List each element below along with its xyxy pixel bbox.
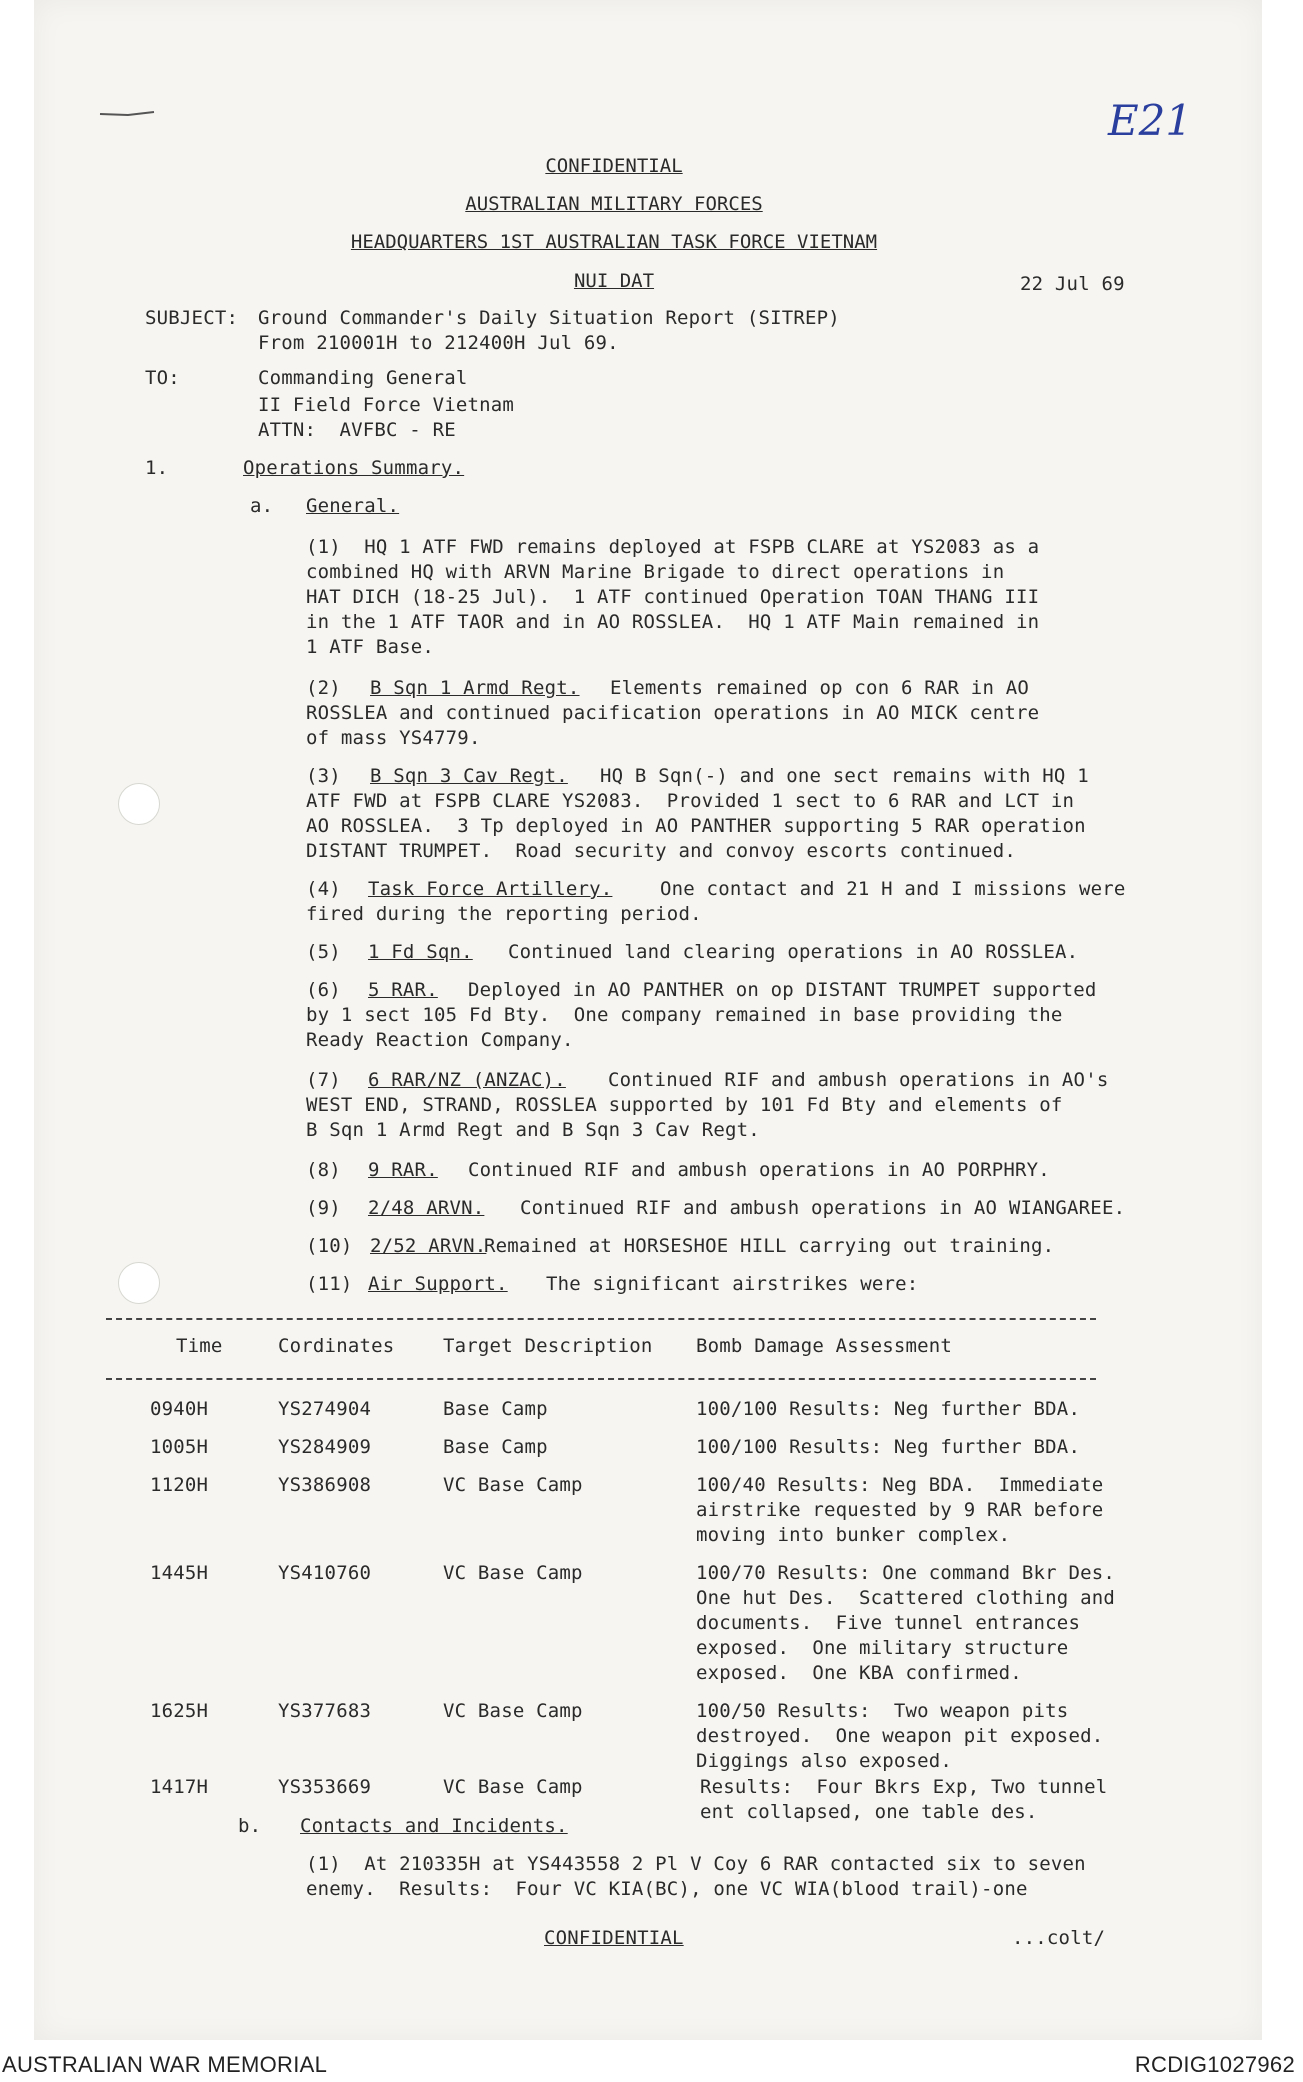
para-10-number: (10): [306, 1235, 353, 1257]
table-cell-coord: YS377683: [278, 1700, 372, 1722]
para-4-number: (4): [306, 878, 341, 900]
table-cell-time: 0940H: [150, 1398, 209, 1420]
para-8-number: (8): [306, 1159, 341, 1181]
para-9-number: (9): [306, 1197, 341, 1219]
table-cell-target: VC Base Camp: [443, 1474, 583, 1496]
para-5-number: (5): [306, 941, 341, 963]
table-cell-coord: YS410760: [278, 1562, 372, 1584]
table-cell-bda: documents. Five tunnel entrances: [696, 1612, 1081, 1634]
table-cell-target: VC Base Camp: [443, 1776, 583, 1798]
table-cell-bda: 100/100 Results: Neg further BDA.: [696, 1436, 1081, 1458]
para-3-line: ATF FWD at FSPB CLARE YS2083. Provided 1 sect to 6 RAR and LCT in: [306, 790, 1075, 812]
classification-top: CONFIDENTIAL: [545, 155, 683, 177]
header-line2: HEADQUARTERS 1ST AUSTRALIAN TASK FORCE VIETNAM: [350, 231, 878, 253]
para-10-unit: 2/52 ARVN.: [370, 1235, 487, 1257]
para-6-line: Deployed in AO PANTHER on op DISTANT TRUMPET supported: [468, 979, 1097, 1001]
para-6-unit: 5 RAR.: [368, 979, 438, 1001]
continuation-marker: ...colt/: [1012, 1927, 1106, 1949]
para-5-line: Continued land clearing operations in AO ROSSLEA.: [508, 941, 1079, 963]
subject-label: SUBJECT:: [145, 307, 239, 329]
para-6-line: by 1 sect 105 Fd Bty. One company remained in base providing the: [306, 1004, 1063, 1026]
table-top-rule: [106, 1318, 1096, 1320]
subject-line2: From 210001H to 212400H Jul 69.: [258, 332, 619, 354]
punch-hole: [118, 1262, 160, 1304]
table-header-coord: Cordinates: [278, 1335, 395, 1357]
para-2-line: ROSSLEA and continued pacification operations in AO MICK centre: [306, 702, 1040, 724]
para-10-line: Remained at HORSESHOE HILL carrying out training.: [484, 1235, 1055, 1257]
table-cell-target: Base Camp: [443, 1436, 548, 1458]
subject-line1: Ground Commander's Daily Situation Report (SITREP): [258, 307, 840, 329]
table-header-rule: [106, 1378, 1096, 1380]
table-cell-coord: YS386908: [278, 1474, 372, 1496]
header-line1: AUSTRALIAN MILITARY FORCES: [465, 193, 763, 215]
para-2-unit: B Sqn 1 Armd Regt.: [370, 677, 580, 699]
para-1-line: (1) HQ 1 ATF FWD remains deployed at FSPB CLARE at YS2083 as a: [306, 536, 1040, 558]
table-cell-bda: 100/50 Results: Two weapon pits: [696, 1700, 1069, 1722]
handwritten-folio: E21: [1108, 96, 1193, 145]
table-cell-time: 1445H: [150, 1562, 209, 1584]
para-11-line: The significant airstrikes were:: [546, 1273, 919, 1295]
pencil-mark: [98, 108, 158, 120]
table-cell-time: 1625H: [150, 1700, 209, 1722]
table-cell-bda: ent collapsed, one table des.: [700, 1801, 1038, 1823]
table-cell-coord: YS353669: [278, 1776, 372, 1798]
para-1-line: 1 ATF Base.: [306, 636, 435, 658]
para-7-number: (7): [306, 1069, 341, 1091]
para-4-line: One contact and 21 H and I missions were: [660, 878, 1126, 900]
para-3-unit: B Sqn 3 Cav Regt.: [370, 765, 568, 787]
punch-hole: [118, 783, 160, 825]
table-cell-bda: 100/40 Results: Neg BDA. Immediate: [696, 1474, 1104, 1496]
para-4-line: fired during the reporting period.: [306, 903, 702, 925]
table-cell-bda: 100/70 Results: One command Bkr Des.: [696, 1562, 1116, 1584]
header-location: NUI DAT: [573, 270, 655, 292]
table-cell-bda: 100/100 Results: Neg further BDA.: [696, 1398, 1081, 1420]
table-cell-time: 1005H: [150, 1436, 209, 1458]
para-5-unit: 1 Fd Sqn.: [368, 941, 473, 963]
para-7-line: WEST END, STRAND, ROSSLEA supported by 101 Fd Bty and elements of: [306, 1094, 1063, 1116]
para-3-line: HQ B Sqn(-) and one sect remains with HQ 1: [600, 765, 1089, 787]
para-3-line: AO ROSSLEA. 3 Tp deployed in AO PANTHER supporting 5 RAR operation: [306, 815, 1086, 837]
header-date: 22 Jul 69: [1020, 273, 1125, 295]
para-9-line: Continued RIF and ambush operations in AO WIANGAREE.: [520, 1197, 1126, 1219]
table-cell-bda: airstrike requested by 9 RAR before: [696, 1499, 1104, 1521]
para-8-line: Continued RIF and ambush operations in AO PORPHRY.: [468, 1159, 1050, 1181]
section-number: 1.: [145, 457, 169, 479]
para-1-line: combined HQ with ARVN Marine Brigade to direct operations in: [306, 561, 1005, 583]
archive-label: AUSTRALIAN WAR MEMORIAL: [2, 2052, 328, 2077]
para-4-unit: Task Force Artillery.: [368, 878, 613, 900]
para-7-unit: 6 RAR/NZ (ANZAC).: [368, 1069, 566, 1091]
to-line1: Commanding General: [258, 367, 468, 389]
para-7-line: B Sqn 1 Armd Regt and B Sqn 3 Cav Regt.: [306, 1119, 760, 1141]
contact-line: (1) At 210335H at YS443558 2 Pl V Coy 6 RAR contacted six to seven: [306, 1853, 1086, 1875]
table-header-target: Target Description: [443, 1335, 653, 1357]
para-7-line: Continued RIF and ambush operations in AO's: [608, 1069, 1109, 1091]
table-cell-coord: YS274904: [278, 1398, 372, 1420]
para-6-number: (6): [306, 979, 341, 1001]
table-cell-target: Base Camp: [443, 1398, 548, 1420]
para-9-unit: 2/48 ARVN.: [368, 1197, 485, 1219]
para-8-unit: 9 RAR.: [368, 1159, 438, 1181]
table-cell-bda: exposed. One KBA confirmed.: [696, 1662, 1022, 1684]
subsection-b-title: Contacts and Incidents.: [300, 1815, 568, 1837]
subsection-a-title: General.: [306, 495, 400, 517]
table-cell-target: VC Base Camp: [443, 1562, 583, 1584]
para-11-unit: Air Support.: [368, 1273, 508, 1295]
para-3-number: (3): [306, 765, 341, 787]
para-6-line: Ready Reaction Company.: [306, 1029, 574, 1051]
para-1-line: HAT DICH (18-25 Jul). 1 ATF continued Operation TOAN THANG III: [306, 586, 1040, 608]
table-header-bda: Bomb Damage Assessment: [696, 1335, 953, 1357]
to-line3: ATTN: AVFBC - RE: [258, 419, 456, 441]
table-cell-bda: exposed. One military structure: [696, 1637, 1069, 1659]
table-cell-coord: YS284909: [278, 1436, 372, 1458]
classification-bottom: CONFIDENTIAL: [544, 1927, 684, 1949]
para-2-line: of mass YS4779.: [306, 727, 481, 749]
para-2-line: Elements remained op con 6 RAR in AO: [610, 677, 1030, 699]
table-cell-target: VC Base Camp: [443, 1700, 583, 1722]
subsection-a-number: a.: [250, 495, 274, 517]
subsection-b-number: b.: [238, 1815, 262, 1837]
table-cell-bda: moving into bunker complex.: [696, 1524, 1011, 1546]
para-2-number: (2): [306, 677, 341, 699]
table-cell-time: 1417H: [150, 1776, 209, 1798]
table-cell-bda: Diggings also exposed.: [696, 1750, 953, 1772]
para-3-line: DISTANT TRUMPET. Road security and convoy escorts continued.: [306, 840, 1016, 862]
para-11-number: (11): [306, 1273, 353, 1295]
to-line2: II Field Force Vietnam: [258, 394, 515, 416]
para-1-line: in the 1 ATF TAOR and in AO ROSSLEA. HQ 1 ATF Main remained in: [306, 611, 1040, 633]
table-cell-bda: One hut Des. Scattered clothing and: [696, 1587, 1116, 1609]
archive-id: RCDIG1027962: [1134, 2052, 1295, 2077]
contact-line: enemy. Results: Four VC KIA(BC), one VC WIA(blood trail)-one: [306, 1878, 1028, 1900]
table-cell-bda: Results: Four Bkrs Exp, Two tunnel: [700, 1776, 1108, 1798]
table-header-time: Time: [176, 1335, 223, 1357]
section-title: Operations Summary.: [243, 457, 465, 479]
table-cell-bda: destroyed. One weapon pit exposed.: [696, 1725, 1104, 1747]
to-label: TO:: [145, 367, 180, 389]
table-cell-time: 1120H: [150, 1474, 209, 1496]
